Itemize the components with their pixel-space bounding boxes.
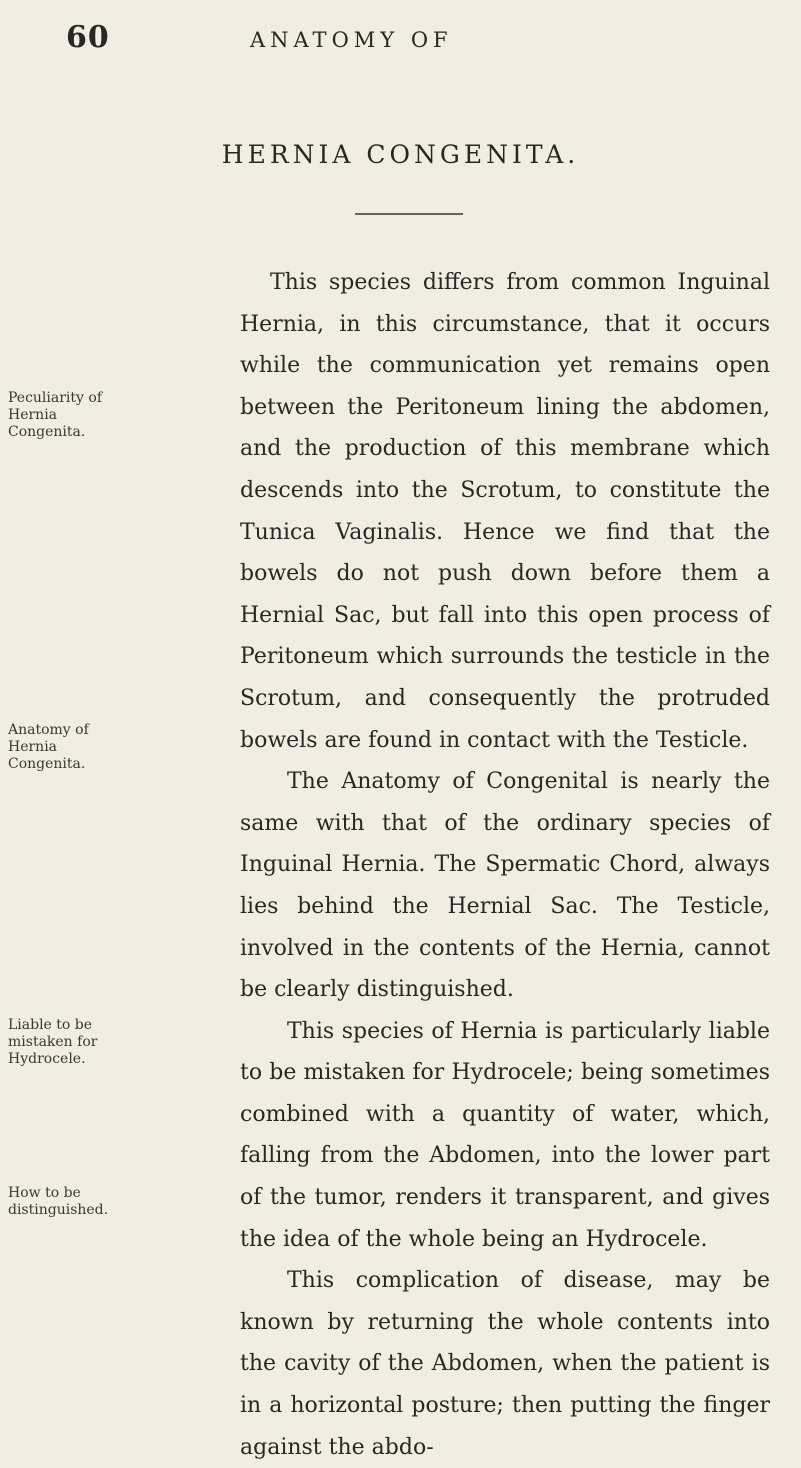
paragraph-hydrocele: This species of Hernia is particularly liable to be mistaken for Hydrocele; being sometimes combined with a quantity of water, which, falling from the Abdomen, into the lower part of the tumor, renders it transparent, and gives the idea of the whole being an Hydrocele.	[240, 1018, 770, 1252]
margin-note-anatomy: Anatomy of Hernia Congenita.	[8, 722, 89, 772]
paragraph-peculiarity: This species differs from common Inguinal Hernia, in this circumstance, that it occurs while the communication yet remains open between the Peritoneum lining the abdomen, and the production of this membrane which descends into the Scrotum, to constitute the Tunica Vaginalis. Hence we find that the bowels do not push down before them a Hernial Sac, but fall into this open process of Peritoneum which surrounds the testicle in the Scrotum, and consequently the protruded bowels are found in contact with the Testicle.	[240, 270, 770, 753]
running-title: ANATOMY OF	[250, 28, 453, 52]
margin-note-distinguished: How to be distinguished.	[8, 1185, 109, 1218]
section-title: HERNIA CONGENITA.	[221, 140, 580, 169]
page-number: 60	[66, 20, 110, 55]
paragraph-anatomy: The Anatomy of Congenital is nearly the same with that of the ordinary species of Inguinal Hernia. The Spermatic Chord, always lies behind the Hernial Sac. The Testicle, involved in the contents of the Hernia, cannot be clearly distinguished.	[240, 769, 770, 1003]
paragraph-distinguish: This complication of disease, may be known by returning the whole contents into the cavity of the Abdomen, when the patient is in a horizontal posture; then putting the finger against the abdo-	[240, 1268, 770, 1460]
margin-note-mistaken: Liable to be mistaken for Hydrocele.	[8, 1017, 98, 1067]
margin-note-peculiarity: Peculiarity of Hernia Congenita.	[8, 390, 103, 440]
title-rule	[355, 213, 463, 215]
body-text	[240, 262, 770, 1468]
